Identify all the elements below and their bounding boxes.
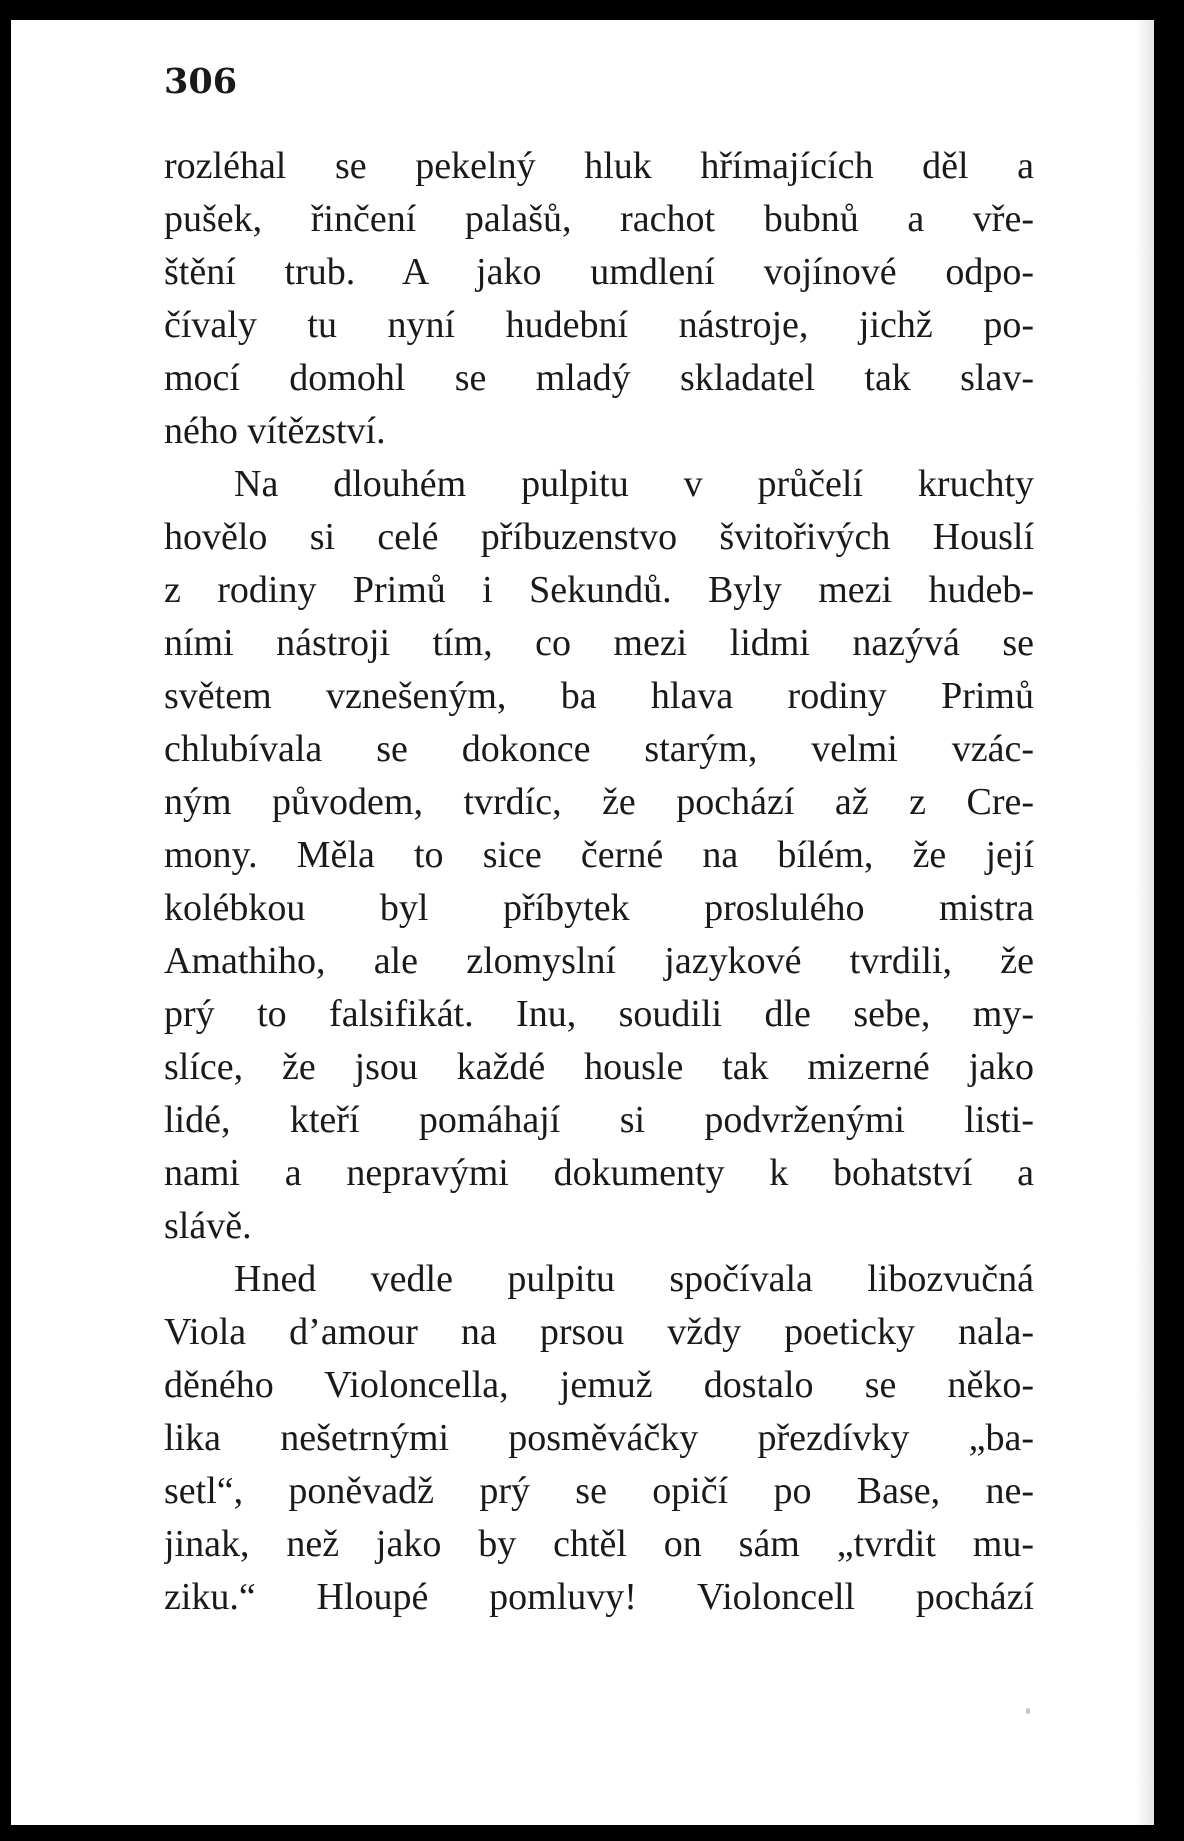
text-line: chlubívala se dokonce starým, velmi vzác- <box>164 728 1034 770</box>
text-line: slávě. <box>164 1205 252 1247</box>
text-line: rozléhal se pekelný hluk hřímajících děl a <box>164 145 1034 187</box>
text-line: děného Violoncella, jemuž dostalo se něko- <box>164 1364 1034 1406</box>
text-line: kolébkou byl příbytek proslulého mistra <box>164 887 1034 929</box>
text-line: setl“, poněvadž prý se opičí po Base, ne- <box>164 1470 1034 1512</box>
text-line: jinak, než jako by chtěl on sám „tvrdit mu- <box>164 1523 1034 1565</box>
book-page <box>11 20 1154 1825</box>
text-line: mocí domohl se mladý skladatel tak slav- <box>164 357 1034 399</box>
text-line: Viola d’amour na prsou vždy poeticky nala- <box>164 1311 1034 1353</box>
text-line: mony. Měla to sice černé na bílém, že její <box>164 834 1034 876</box>
paper-speck <box>1026 1708 1030 1714</box>
text-line: pušek, řinčení palašů, rachot bubnů a vře- <box>164 198 1034 240</box>
text-line: lika nešetrnými posměváčky přezdívky „ba- <box>164 1417 1034 1459</box>
paragraph-3 <box>164 1253 1034 1624</box>
page-edge-shadow <box>1136 20 1154 1825</box>
text-line: prý to falsifikát. Inu, soudili dle sebe, my- <box>164 993 1034 1035</box>
text-line: nami a nepravými dokumenty k bohatství a <box>164 1152 1034 1194</box>
text-line: ziku.“ Hloupé pomluvy! Violoncell pochází <box>164 1576 1034 1618</box>
paragraph-1 <box>164 140 1034 458</box>
text-line: Na dlouhém pulpitu v průčelí kruchty <box>234 463 1034 505</box>
text-line: světem vznešeným, ba hlava rodiny Primů <box>164 675 1034 717</box>
text-line: ným původem, tvrdíc, že pochází až z Cre- <box>164 781 1034 823</box>
text-line: z rodiny Primů i Sekundů. Byly mezi hudeb- <box>164 569 1034 611</box>
text-line: štění trub. A jako umdlení vojínové odpo- <box>164 251 1034 293</box>
page-number: 306 <box>164 61 238 102</box>
text-line: hovělo si celé příbuzenstvo švitořivých Houslí <box>164 516 1034 558</box>
text-line: čívaly tu nyní hudební nástroje, jichž po- <box>164 304 1034 346</box>
text-line: lidé, kteří pomáhají si podvrženými listi- <box>164 1099 1034 1141</box>
text-line: slíce, že jsou každé housle tak mizerné jako <box>164 1046 1034 1088</box>
body-text <box>164 140 1034 1624</box>
text-line: Amathiho, ale zlomyslní jazykové tvrdili, že <box>164 940 1034 982</box>
text-line: ními nástroji tím, co mezi lidmi nazývá se <box>164 622 1034 664</box>
text-line: ného vítězství. <box>164 410 386 452</box>
paragraph-2 <box>164 458 1034 1253</box>
text-line: Hned vedle pulpitu spočívala libozvučná <box>234 1258 1034 1300</box>
